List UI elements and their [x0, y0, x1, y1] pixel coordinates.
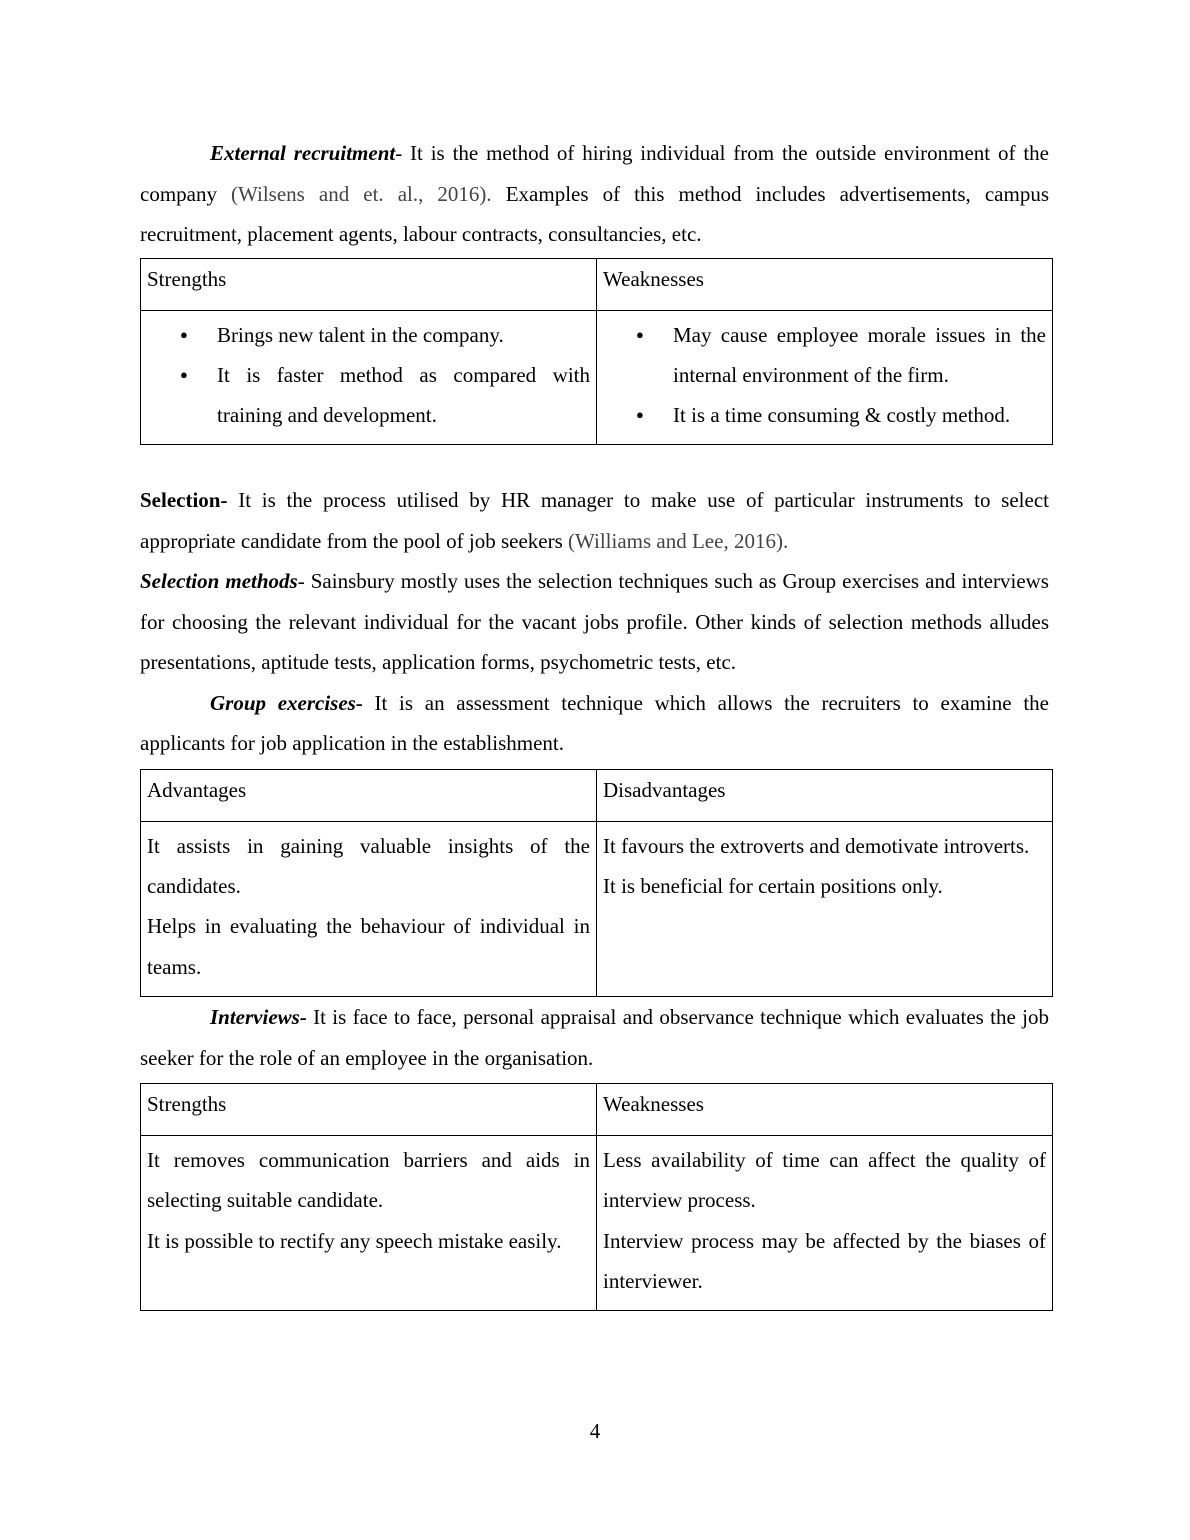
table-cell-line: Helps in evaluating the behaviour of individual in teams.: [147, 914, 590, 979]
table3-weaknesses-header: Weaknesses: [597, 1084, 1053, 1136]
table3-strengths-header: Strengths: [141, 1084, 597, 1136]
external-recruitment-examples: Examples of this method includes advertisements, campus recruitment, placement agents, labour contracts, consultancies, etc.: [140, 181, 1049, 246]
table1-strengths-list: [147, 315, 590, 436]
table3-strengths-cell: [141, 1136, 597, 1311]
selection-paragraph: [140, 480, 1049, 561]
table-cell-line: Less availability of time can affect the quality of interview process.: [603, 1148, 1046, 1213]
document-body: [140, 133, 1049, 1311]
table1-strengths-header: Strengths: [141, 258, 597, 310]
list-item: ● It is a time consuming & costly method.: [603, 395, 1046, 435]
list-item: ● It is faster method as compared with training and development.: [147, 355, 590, 436]
selection-citation: (Williams and Lee, 2016).: [568, 528, 789, 553]
selection-heading: Selection-: [140, 488, 228, 513]
group-exercises-table: [140, 769, 1053, 997]
table1-strengths-cell: [141, 310, 597, 445]
external-recruitment-table: [140, 258, 1053, 446]
interviews-text: It is face to face, personal appraisal and observance technique which evaluates the job seeker for the role of an employee in the organisation.: [140, 1005, 1049, 1070]
table2-advantages-cell: [141, 821, 597, 996]
table1-weaknesses-header: Weaknesses: [597, 258, 1053, 310]
selection-methods-text: - Sainsbury mostly uses the selection techniques such as Group exercises and interviews for choosing the relevant individual for the vacant jobs profile. Other kinds of selection methods alludes presentations, aptitude tests, application forms, psychometric tests, etc.: [140, 569, 1049, 675]
list-item: ● Brings new talent in the company.: [147, 315, 590, 355]
external-recruitment-text: - It is the method of hiring individual from the outside environment of the company: [140, 141, 1049, 206]
table2-disadvantages-header: Disadvantages: [597, 769, 1053, 821]
external-recruitment-heading: External recruitment: [210, 141, 396, 165]
table3-weaknesses-cell: [597, 1136, 1053, 1311]
table-cell-line: It removes communication barriers and aids in selecting suitable candidate.: [147, 1148, 590, 1213]
table-cell-line: It is beneficial for certain positions only.: [603, 874, 943, 899]
table2-disadvantages-cell: [597, 821, 1053, 996]
interviews-paragraph: [140, 997, 1049, 1078]
group-exercises-heading: Group exercises-: [210, 690, 363, 715]
interviews-heading: Interviews-: [210, 1005, 307, 1030]
table2-advantages-header: Advantages: [141, 769, 597, 821]
group-exercises-paragraph: [140, 683, 1049, 764]
external-recruitment-citation: (Wilsens and et. al., 2016).: [231, 181, 492, 206]
external-recruitment-paragraph: [140, 133, 1049, 255]
selection-methods-paragraph: [140, 561, 1049, 683]
page-number: 4: [589, 1419, 601, 1443]
table-cell-line: It favours the extroverts and demotivate introverts.: [603, 833, 1030, 858]
table1-weaknesses-cell: [597, 310, 1053, 445]
list-item: ● May cause employee morale issues in the internal environment of the firm.: [603, 315, 1046, 396]
selection-text: It is the process utilised by HR manager to make use of particular instruments to select appropriate candidate from the pool of job seekers: [140, 488, 1049, 553]
selection-methods-heading: Selection methods: [140, 569, 298, 594]
table1-weaknesses-list: [603, 315, 1046, 436]
table-cell-line: Interview process may be affected by the biases of interviewer.: [603, 1228, 1046, 1293]
group-exercises-text: It is an assessment technique which allows the recruiters to examine the applicants for job application in the establishment.: [140, 690, 1049, 756]
table-cell-line: It assists in gaining valuable insights of the candidates.: [147, 833, 590, 899]
table-cell-line: It is possible to rectify any speech mistake easily.: [147, 1228, 562, 1253]
interviews-table: [140, 1083, 1053, 1311]
